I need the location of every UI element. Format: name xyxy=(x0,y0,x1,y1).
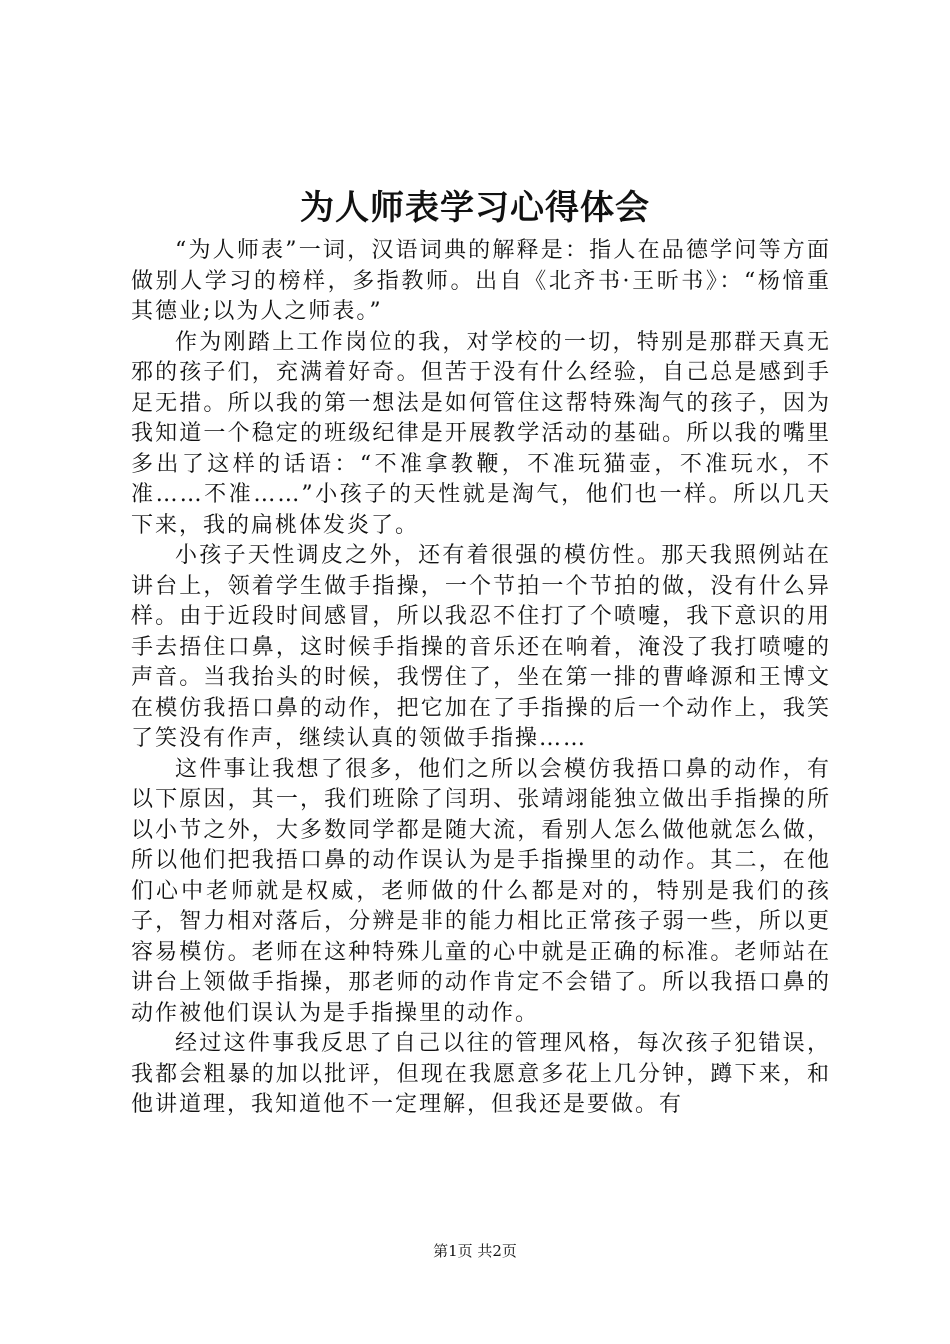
paragraph: 这件事让我想了很多，他们之所以会模仿我捂口鼻的动作，有以下原因，其一，我们班除了闫玥、张靖翊能独立做出手指操的所以小节之外，大多数同学都是随大流，看别人怎么做他就怎么做，所以他们把我捂口鼻的动作误认为是手指操里的动作。其二，在他们心中老师就是权威，老师做的什么都是对的，特别是我们的孩子，智力相对落后，分辨是非的能力相比正常孩子弱一些，所以更容易模仿。老师在这种特殊儿童的心中就是正确的标准。老师站在讲台上领做手指操，那老师的动作肯定不会错了。所以我捂口鼻的动作被他们误认为是手指操里的动作。 xyxy=(131,756,831,1026)
page-number-footer: 第1页 共2页 xyxy=(433,1242,517,1260)
document-title: 为人师表学习心得体会 xyxy=(300,188,650,228)
paragraph: “为人师表”一词，汉语词典的解释是：指人在品德学问等方面做别人学习的榜样，多指教师。出自《北齐书·王昕书》：“杨愔重其德业;以为人之师表。” xyxy=(131,238,831,324)
document-body xyxy=(131,236,831,1121)
paragraph: 小孩子天性调皮之外，还有着很强的模仿性。那天我照例站在讲台上，领着学生做手指操，一个节拍一个节拍的做，没有什么异样。由于近段时间感冒，所以我忍不住打了个喷嚏，我下意识的用手去捂住口鼻，这时候手指操的音乐还在响着，淹没了我打喷嚏的声音。当我抬头的时候，我愣住了，坐在第一排的曹峰源和王博文在模仿我捂口鼻的动作，把它加在了手指操的后一个动作上，我笑了笑没有作声，继续认真的领做手指操…… xyxy=(131,543,831,751)
paragraph: 作为刚踏上工作岗位的我，对学校的一切，特别是那群天真无邪的孩子们，充满着好奇。但苦于没有什么经验，自己总是感到手足无措。所以我的第一想法是如何管住这帮特殊淘气的孩子，因为我知道一个稳定的班级纪律是开展教学活动的基础。所以我的嘴里多出了这样的话语：“不准拿教鞭，不准玩猫壶，不准玩水，不准……不准……”小孩子的天性就是淘气，他们也一样。所以几天下来，我的扁桃体发炎了。 xyxy=(131,329,831,538)
paragraph: 经过这件事我反思了自己以往的管理风格，每次孩子犯错误，我都会粗暴的加以批评，但现在我愿意多花上几分钟，蹲下来，和他讲道理，我知道他不一定理解，但我还是要做。有 xyxy=(131,1031,831,1117)
